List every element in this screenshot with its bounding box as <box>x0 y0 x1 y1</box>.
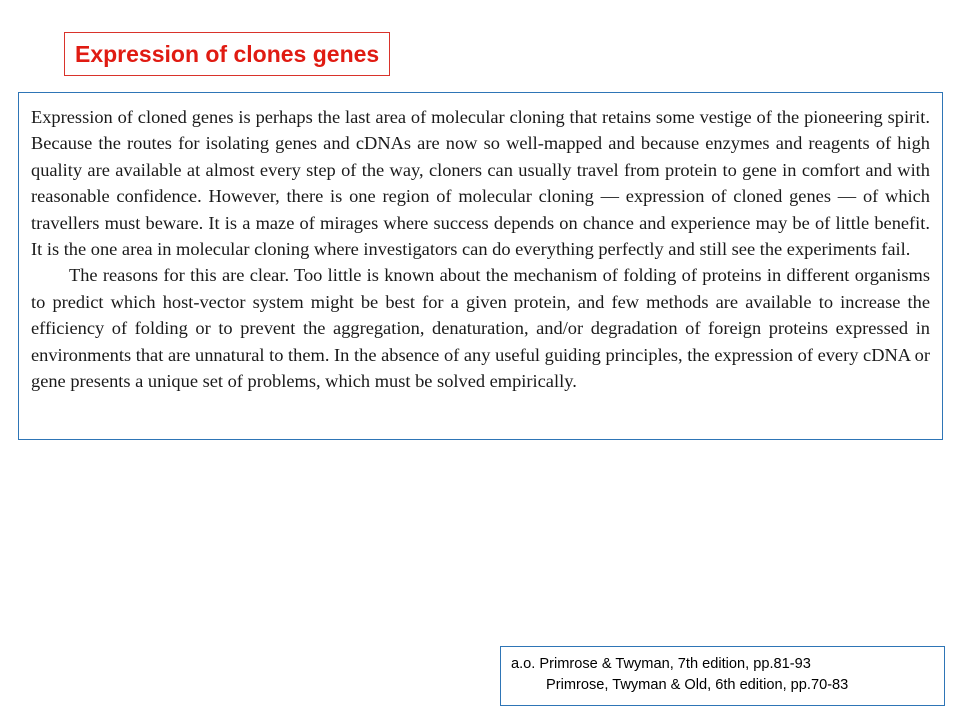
slide-title: Expression of clones genes <box>75 40 380 67</box>
excerpt-paragraph-1: Expression of cloned genes is perhaps the last area of molecular cloning that retains some vestige of the pioneering spirit. Because the routes for isolating genes and cDNAs are now so well-mapped and because enzymes and reagents of high quality are available at almost every step of the way, cloners can usually travel from protein to gene in comfort and with reasonable confidence. However, there is one region of molecular cloning — expression of cloned genes — of which travellers must beware. It is a maze of mirages where success depends on chance and experience may be of little benefit. It is the one area in molecular cloning where investigators can do everything perfectly and still see the experiments fail. <box>31 107 930 260</box>
reference-line-1: a.o. Primrose & Twyman, 7th edition, pp.81-93 <box>511 656 811 672</box>
reference-line-2: Primrose, Twyman & Old, 6th edition, pp.70-83 <box>546 677 849 693</box>
slide-title-box <box>64 32 390 76</box>
excerpt-paragraph-2: The reasons for this are clear. Too little is known about the mechanism of folding of proteins in different organisms to predict which host-vector system might be best for a given protein, and few methods are available to increase the efficiency of folding or to prevent the aggregation, denaturation, and/or degradation of foreign proteins expressed in environments that are unnatural to them. In the absence of any useful guiding principles, the expression of every cDNA or gene presents a unique set of problems, which must be solved empirically. <box>31 265 930 392</box>
book-excerpt-box <box>18 92 943 440</box>
references-box <box>500 646 945 706</box>
